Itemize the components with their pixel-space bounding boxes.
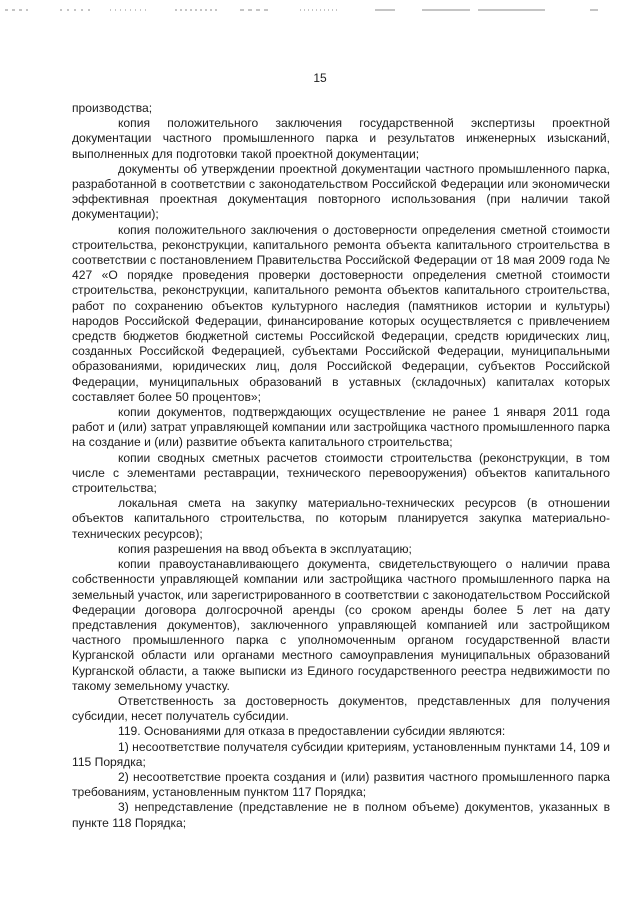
- paragraph-13: 2) несоответствие проекта создания и (или) развития частного промышленного парка требованиям, установленным пунктом 117 Порядка;: [72, 769, 610, 800]
- paragraph-11: 119. Основаниями для отказа в предоставлении субсидии являются:: [118, 724, 506, 739]
- scan-artifacts: [0, 0, 640, 20]
- paragraph-1: производства;: [72, 101, 153, 115]
- paragraph-2: копия положительного заключения государственной экспертизы проектной документации частного промышленного парка и результатов инженерных изысканий, выполненных для подготовки такой проектной документации;: [72, 116, 610, 161]
- paragraph-12: 1) несоответствие получателя субсидии критериям, установленным пунктами 14, 109 и 115 Порядка;: [72, 739, 610, 769]
- paragraph-14: 3) непредставление (представление не в полном объеме) документов, указанных в пункте 118 Порядка;: [72, 800, 610, 830]
- paragraph-8: копия разрешения на ввод объекта в эксплуатацию;: [118, 541, 412, 556]
- document-body: [72, 101, 610, 831]
- paragraph-7: локальная смета на закупку материально-технических ресурсов (в отношении объектов капитального строительства, по которым планируется закупка материально-технических ресурсов);: [72, 496, 610, 541]
- paragraph-4: копия положительного заключения о достоверности определения сметной стоимости строительства, реконструкции, капитального ремонта объекта капитального строительства в соответствии с постановлением Правительства Российской Федерации от 18 мая 2009 года № 427 «О порядке проведения проверки достоверности определения сметной стоимости строительства, реконструкции, капитального ремонта объектов капитального строительства, работ по сохранению объектов культурного наследия (памятников истории и культуры) народов Российской Федерации, финансирование которых осуществляется с привлечением средств бюджетов бюджетной системы Российской Федерации, средств юридических лиц, созданных Российской Федерацией, субъектами Российской Федерации, муниципальными образованиями, юридических лиц, доля Российской Федерации, субъектов Российской Федерации, муниципальных образований в уставных (складочных) капиталах которых составляет более 50 процентов»;: [72, 222, 610, 404]
- paragraph-6: копии сводных сметных расчетов стоимости строительства (реконструкции, в том числе с элементами реставрации, технического перевооружения) объектов капитального строительства;: [72, 450, 610, 496]
- page-number: 15: [313, 71, 327, 85]
- paragraph-3: документы об утверждении проектной документации частного промышленного парка, разработанной в соответствии с законодательством Российской Федерации или экономически эффективная проектная документация повторного использования (при наличии такой документации);: [72, 161, 610, 222]
- paragraph-10: Ответственность за достоверность документов, представленных для получения субсидии, несет получатель субсидии.: [72, 693, 610, 724]
- paragraph-9: копии правоустанавливающего документа, свидетельствующего о наличии права собственности управляющей компании или застройщика частного промышленного парка на земельный участок, или зарегистрированного в соответствии с законодательством Российской Федерации договора долгосрочной аренды (со сроком аренды более 5 лет на дату представления документов), заключенного управляющей компанией или застройщиком частного промышленного парка с уполномоченным органом государственной власти Курганской области или органами местного самоуправления муниципальных образований Курганской области, а также выписки из Единого государственного реестра недвижимости по такому земельному участку.: [72, 557, 610, 693]
- paragraph-5: копии документов, подтверждающих осуществление не ранее 1 января 2011 года работ и (или) затрат управляющей компании или застройщика частного промышленного парка на создание и (или) развитие объекта капитального строительства;: [72, 405, 610, 450]
